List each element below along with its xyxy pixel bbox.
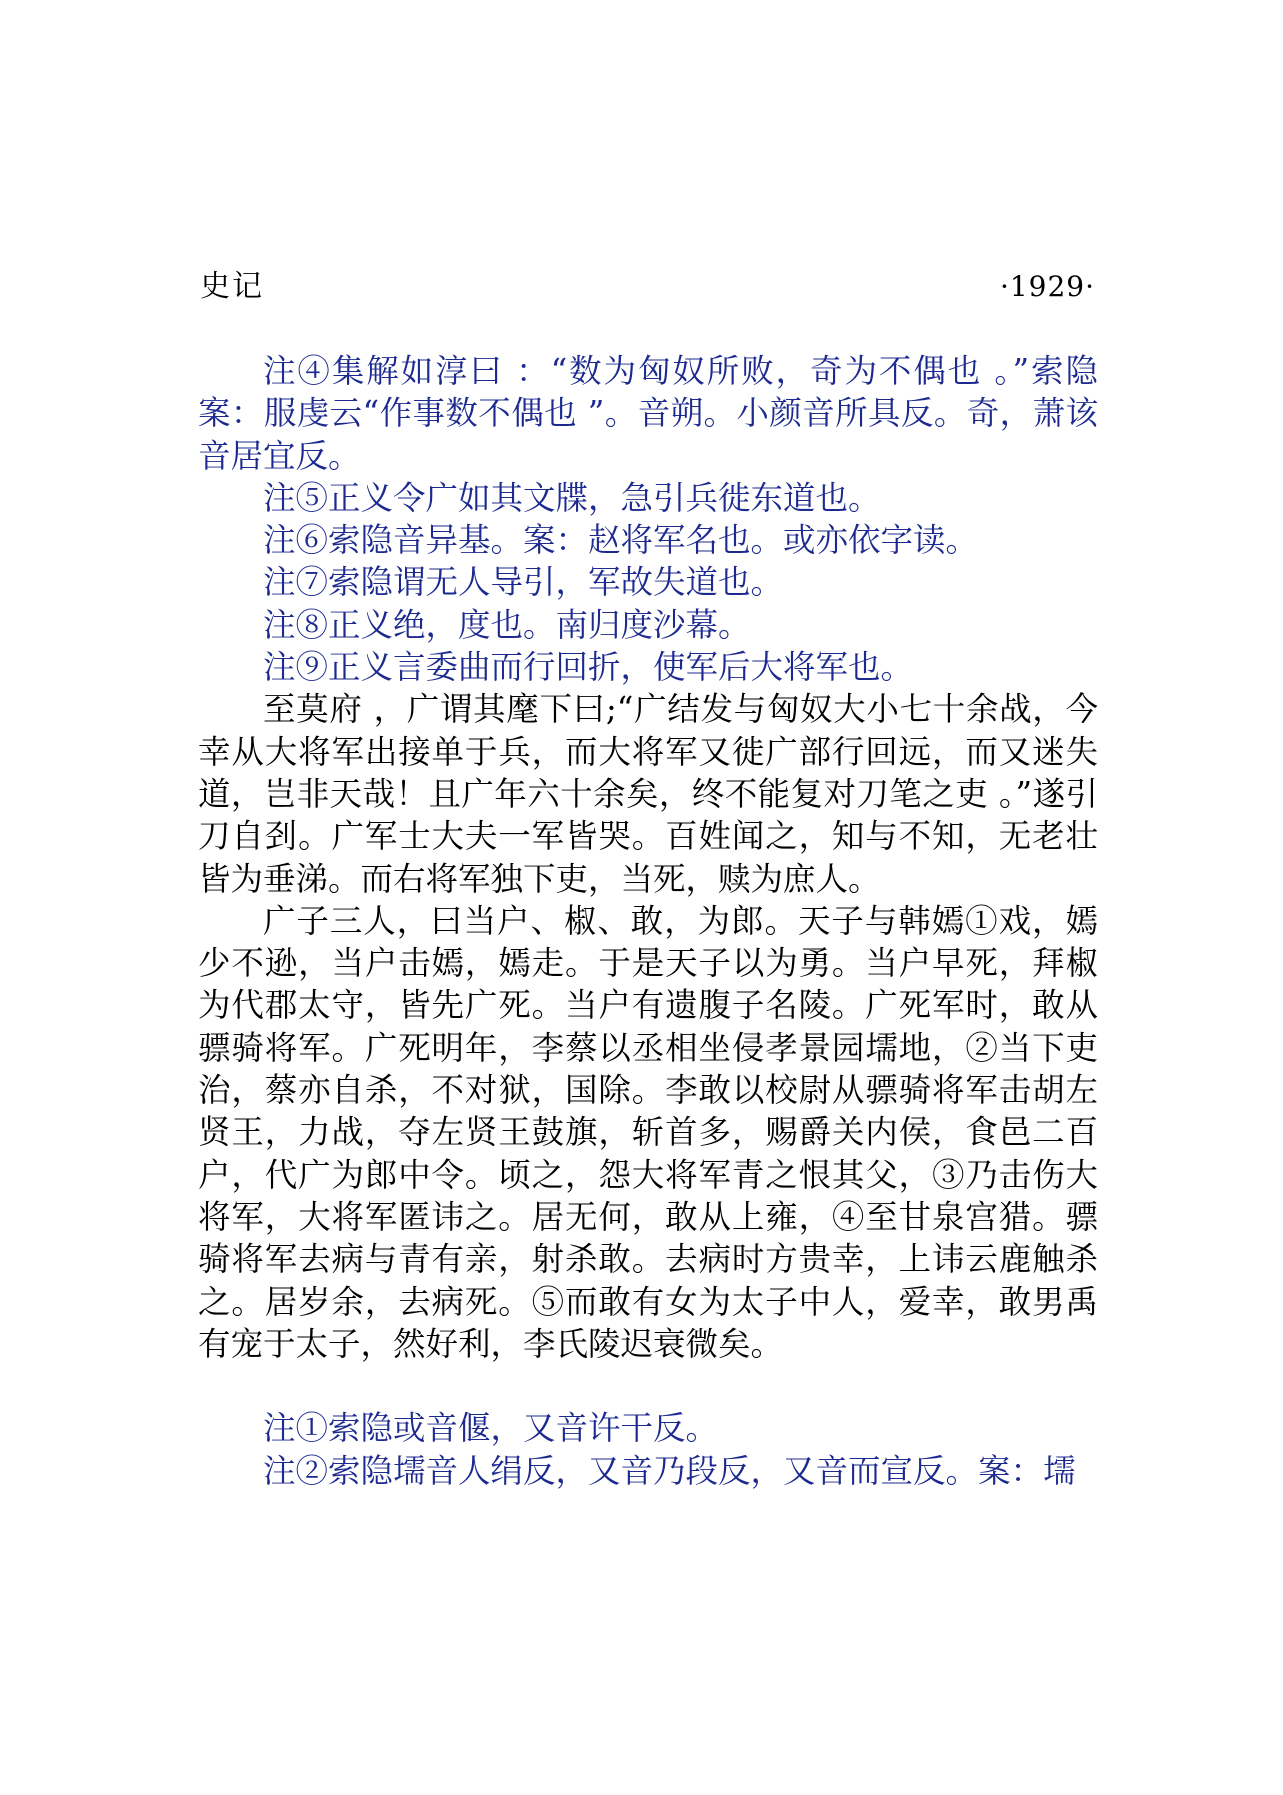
note-paragraph: 注④集解如淳曰 ：“数为匈奴所败，奇为不偶也 。”索隐案：服虔云“作事数不偶也 ”。音朔。小颜音所具反。奇，萧该音居宜反。 [198, 352, 1098, 475]
note-paragraph: 注⑥索隐音异基。案：赵将军名也。或亦依字读。 [263, 521, 979, 560]
page-number: ·1929· [999, 270, 1095, 303]
note-paragraph: 注①索隐或音偃，又音许干反。 [263, 1409, 719, 1448]
book-title: 史记 [200, 269, 264, 304]
note-paragraph: 注⑦索隐谓无人导引，军故失道也。 [263, 563, 784, 602]
paragraph-spacer [198, 1365, 1098, 1407]
body-text [198, 350, 1098, 1492]
main-paragraph: 广子三人，曰当户、椒、敢，为郎。天子与韩嫣①戏，嫣少不逊，当户击嫣，嫣走。于是天子以为勇。当户早死，拜椒为代郡太守，皆先广死。当户有遗腹子名陵。广死军时，敢从骠骑将军。广死明年，李蔡以丞相坐侵孝景园壖地，②当下吏治，蔡亦自杀，不对狱，国除。李敢以校尉从骠骑将军击胡左贤王，力战，夺左贤王鼓旗，斩首多，赐爵关内侯，食邑二百户，代广为郎中令。顷之，怨大将军青之恨其父，③乃击伤大将军，大将军匿讳之。居无何，敢从上雍，④至甘泉宫猎。骠骑将军去病与青有亲，射杀敢。去病时方贵幸，上讳云鹿触杀之。居岁余，去病死。⑤而敢有女为太子中人，爱幸，敢男禹有宠于太子，然好利，李氏陵迟衰微矣。 [198, 901, 1098, 1363]
note-paragraph: 注②索隐壖音人绢反，又音乃段反，又音而宣反。案：壖 [263, 1451, 1076, 1490]
note-paragraph: 注⑨正义言委曲而行回折，使军后大将军也。 [263, 648, 914, 687]
main-paragraph: 至莫府 ，广谓其麾下曰;“广结发与匈奴大小七十余战，今幸从大将军出接单于兵，而大将军又徙广部行回远，而又迷失道，岂非天哉！且广年六十余矣，终不能复对刀笔之吏 。”遂引刀自刭。广军士大夫一军皆哭。百姓闻之，知与不知，无老壮皆为垂涕。而右将军独下吏，当死，赎为庶人。 [198, 690, 1098, 898]
note-paragraph: 注⑧正义绝，度也。南归度沙幕。 [263, 605, 751, 644]
note-paragraph: 注⑤正义令广如其文牒，急引兵徙东道也。 [263, 478, 881, 517]
page-header [200, 265, 1095, 309]
